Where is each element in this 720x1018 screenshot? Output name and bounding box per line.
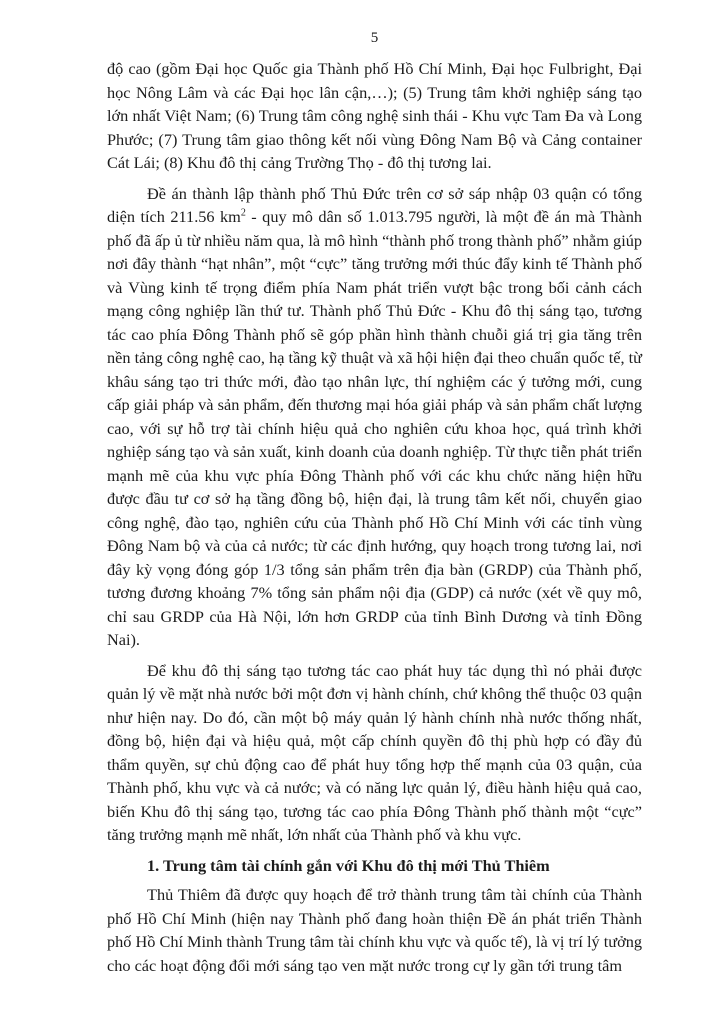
superscript-squared: 2	[240, 207, 246, 219]
paragraph-thu-thiem: Thủ Thiêm đã được quy hoạch để trở thành trung tâm tài chính của Thành phố Hồ Chí Minh (hiện nay Thành phố đang hoàn thiện Đề án phát triển Thành phố Hồ Chí Minh thành Trung tâm tài chính khu vực và quốc tế), là vị trí lý tưởng cho các hoạt động đổi mới sáng tạo ven mặt nước trong cự ly gần tới trung tâm	[107, 885, 642, 975]
paragraph-administration: Để khu đô thị sáng tạo tương tác cao phát huy tác dụng thì nó phải được quản lý về mặt nhà nước bởi một đơn vị hành chính, chứ không thể thuộc 03 quận như hiện nay. Do đó, cần một bộ máy quản lý hành chính nhà nước thống nhất, đồng bộ, hiện đại và hiệu quả, một cấp chính quyền đô thị phù hợp có đầy đủ thẩm quyền, sự chủ động cao để phát huy tổng hợp thế mạnh của 03 quận, của Thành phố, khu vực và cả nước; và có năng lực quản lý, điều hành hiệu quả cao, biến Khu đô thị sáng tạo, tương tác cao phía Đông Thành phố thành một “cực” tăng trưởng mạnh mẽ nhất, lớn nhất của Thành phố và khu vực.	[107, 660, 642, 844]
paragraph-text-before: Đề án thành lập thành phố Thủ Đức trên cơ sở sáp nhập 03 quận có tổng diện tích 211.56 km	[107, 183, 642, 226]
paragraph-thu-duc-project	[107, 182, 642, 652]
page-number: 5	[370, 30, 379, 46]
paragraph-continuation: độ cao (gồm Đại học Quốc gia Thành phố Hồ Chí Minh, Đại học Fulbright, Đại học Nông Lâm và các Đại học lân cận,…); (5) Trung tâm khởi nghiệp sáng tạo lớn nhất Việt Nam; (6) Trung tâm công nghệ sinh thái - Khu vực Tam Đa và Long Phước; (7) Trung tâm giao thông kết nối vùng Đông Nam Bộ và Cảng container Cát Lái; (8) Khu đô thị cảng Trường Thọ - đô thị tương lai.	[107, 59, 642, 172]
section-heading: 1. Trung tâm tài chính gắn với Khu đô thị mới Thủ Thiêm	[147, 855, 550, 875]
paragraph-text-after: - quy mô dân số 1.013.795 người, là một đề án mà Thành phố đã ấp ủ từ nhiều năm qua, là mô hình “thành phố trong thành phố” nhằm giúp nơi đây thành “hạt nhân”, một “cực” tăng trưởng mới thúc đẩy kinh tế Thành phố và Vùng kinh tế trọng điểm phía Nam phát triển vượt bậc trong bối cảnh cách mạng công nghiệp lần thứ tư. Thành phố Thủ Đức - Khu đô thị sáng tạo, tương tác cao phía Đông Thành phố sẽ góp phần hình thành chuỗi giá trị gia tăng trên nền tảng công nghệ cao, hạ tầng kỹ thuật và xã hội hiện đại theo chuẩn quốc tế, từ khâu sáng tạo tri thức mới, đào tạo nhân lực, thí nghiệm các ý tưởng mới, cung cấp giải pháp và sản phẩm, đến thương mại hóa giải pháp và sản phẩm chất lượng cao, với sự hỗ trợ tài chính hiệu quả cho nghiên cứu khoa học, quá trình khởi nghiệp sáng tạo và sản xuất, kinh doanh của doanh nghiệp. Từ thực tiễn phát triển mạnh mẽ của khu vực phía Đông Thành phố với các khu chức năng hiện hữu được đầu tư cơ sở hạ tầng đồng bộ, hiện đại, là trung tâm kết nối, chuyển giao công nghệ, đào tạo, nghiên cứu của Thành phố Hồ Chí Minh với các tỉnh vùng Đông Nam bộ và của cả nước; từ các định hướng, quy hoạch trong tương lai, nơi đây kỳ vọng đóng góp 1/3 tổng sản phẩm trên địa bàn (GRDP) của Thành phố, tương đương khoảng 7% tổng sản phẩm nội địa (GDP) cả nước (xét về quy mô, chỉ sau GRDP của Hà Nội, lớn hơn GRDP của tỉnh Bình Dương và tỉnh Đồng Nai).	[107, 207, 642, 649]
